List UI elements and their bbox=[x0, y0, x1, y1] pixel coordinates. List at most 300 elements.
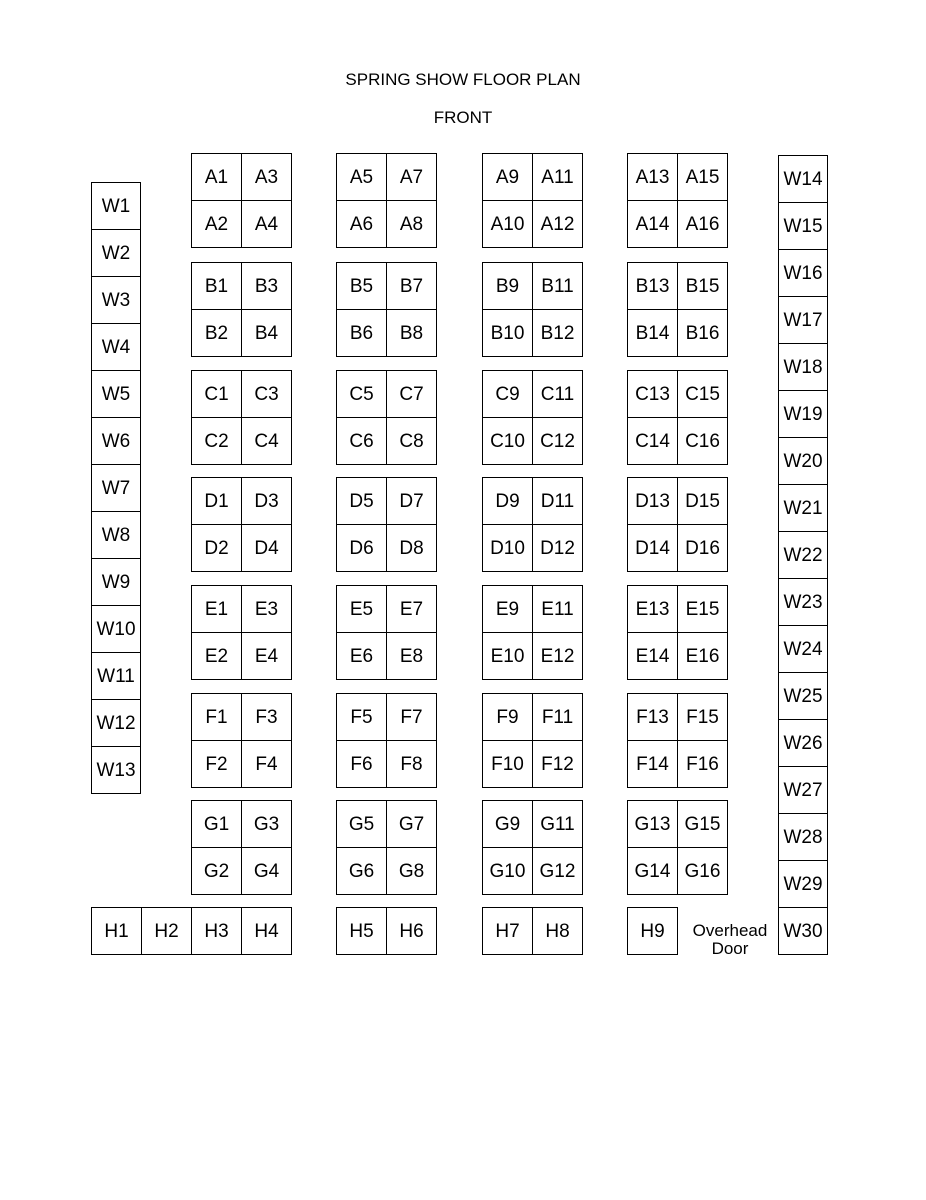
booth-label: F3 bbox=[255, 706, 278, 728]
booth-label: E14 bbox=[635, 645, 670, 667]
booth-label: W3 bbox=[101, 289, 131, 311]
booth-label: E2 bbox=[204, 645, 229, 667]
booth-label: A16 bbox=[685, 213, 720, 235]
booth-label: B3 bbox=[254, 275, 279, 297]
booth-b14 bbox=[627, 309, 678, 357]
booth-a6 bbox=[336, 200, 387, 248]
booth-h8 bbox=[532, 907, 583, 955]
booth-label: G13 bbox=[634, 813, 671, 835]
booth-f2 bbox=[191, 740, 242, 788]
booth-label: H3 bbox=[204, 920, 229, 942]
booth-label: D2 bbox=[204, 537, 229, 559]
booth-label: B4 bbox=[254, 322, 279, 344]
booth-d9 bbox=[482, 477, 533, 525]
booth-label: C1 bbox=[204, 383, 229, 405]
booth-label: E9 bbox=[495, 598, 520, 620]
booth-label: B6 bbox=[349, 322, 374, 344]
booth-c5 bbox=[336, 370, 387, 418]
booth-label: B2 bbox=[204, 322, 229, 344]
booth-e8 bbox=[386, 632, 437, 680]
booth-label: W2 bbox=[101, 242, 131, 264]
booth-g8 bbox=[386, 847, 437, 895]
booth-c9 bbox=[482, 370, 533, 418]
booth-w19 bbox=[778, 390, 828, 438]
booth-g13 bbox=[627, 800, 678, 848]
booth-e9 bbox=[482, 585, 533, 633]
booth-label: A1 bbox=[204, 166, 229, 188]
booth-a14 bbox=[627, 200, 678, 248]
booth-e16 bbox=[677, 632, 728, 680]
booth-label: B7 bbox=[399, 275, 424, 297]
booth-label: E10 bbox=[490, 645, 525, 667]
booth-w11 bbox=[91, 652, 141, 700]
booth-label: W4 bbox=[101, 336, 131, 358]
booth-b3 bbox=[241, 262, 292, 310]
booth-label: W14 bbox=[783, 168, 823, 190]
booth-label: W23 bbox=[783, 591, 823, 613]
booth-f1 bbox=[191, 693, 242, 741]
booth-w21 bbox=[778, 484, 828, 532]
booth-f9 bbox=[482, 693, 533, 741]
booth-b8 bbox=[386, 309, 437, 357]
booth-label: W19 bbox=[783, 403, 823, 425]
booth-a9 bbox=[482, 153, 533, 201]
booth-label: A11 bbox=[541, 166, 574, 188]
page-title: SPRING SHOW FLOOR PLAN bbox=[345, 70, 581, 89]
booth-label: H9 bbox=[640, 920, 665, 942]
booth-label: E12 bbox=[540, 645, 575, 667]
booth-label: G16 bbox=[684, 860, 721, 882]
booth-e10 bbox=[482, 632, 533, 680]
booth-e3 bbox=[241, 585, 292, 633]
booth-d8 bbox=[386, 524, 437, 572]
booth-g12 bbox=[532, 847, 583, 895]
booth-c1 bbox=[191, 370, 242, 418]
booth-w3 bbox=[91, 276, 141, 324]
booth-label: F15 bbox=[686, 706, 719, 728]
booth-label: W15 bbox=[783, 215, 823, 237]
booth-f11 bbox=[532, 693, 583, 741]
booth-c13 bbox=[627, 370, 678, 418]
booth-label: F2 bbox=[205, 753, 228, 775]
booth-w23 bbox=[778, 578, 828, 626]
booth-d15 bbox=[677, 477, 728, 525]
booth-c8 bbox=[386, 417, 437, 465]
booth-label: G1 bbox=[203, 813, 230, 835]
booth-d3 bbox=[241, 477, 292, 525]
booth-a1 bbox=[191, 153, 242, 201]
booth-label: A9 bbox=[495, 166, 520, 188]
booth-label: C6 bbox=[349, 430, 374, 452]
booth-c3 bbox=[241, 370, 292, 418]
booth-g7 bbox=[386, 800, 437, 848]
booth-b15 bbox=[677, 262, 728, 310]
booth-label: G3 bbox=[253, 813, 280, 835]
booth-b1 bbox=[191, 262, 242, 310]
booth-label: C14 bbox=[635, 430, 670, 452]
booth-h1 bbox=[91, 907, 142, 955]
booth-c7 bbox=[386, 370, 437, 418]
booth-b2 bbox=[191, 309, 242, 357]
booth-label: W16 bbox=[783, 262, 823, 284]
booth-label: E16 bbox=[685, 645, 720, 667]
booth-a10 bbox=[482, 200, 533, 248]
booth-label: W17 bbox=[783, 309, 823, 331]
booth-label: A13 bbox=[635, 166, 670, 188]
booth-label: W20 bbox=[783, 450, 823, 472]
booth-label: W25 bbox=[783, 685, 823, 707]
booth-c4 bbox=[241, 417, 292, 465]
booth-label: F1 bbox=[205, 706, 228, 728]
booth-w17 bbox=[778, 296, 828, 344]
booth-label: W27 bbox=[783, 779, 823, 801]
booth-e6 bbox=[336, 632, 387, 680]
booth-f3 bbox=[241, 693, 292, 741]
booth-label: F14 bbox=[636, 753, 669, 775]
booth-label: D8 bbox=[399, 537, 424, 559]
booth-f14 bbox=[627, 740, 678, 788]
booth-label: A12 bbox=[540, 213, 575, 235]
booth-label: D5 bbox=[349, 490, 374, 512]
booth-h3 bbox=[191, 907, 242, 955]
booth-label: F16 bbox=[686, 753, 719, 775]
booth-d16 bbox=[677, 524, 728, 572]
booth-label: E7 bbox=[399, 598, 424, 620]
booth-w20 bbox=[778, 437, 828, 485]
booth-label: D12 bbox=[540, 537, 575, 559]
booth-label: H6 bbox=[399, 920, 424, 942]
booth-a5 bbox=[336, 153, 387, 201]
booth-label: C16 bbox=[685, 430, 720, 452]
booth-b7 bbox=[386, 262, 437, 310]
booth-label: W29 bbox=[783, 873, 823, 895]
booth-w1 bbox=[91, 182, 141, 230]
booth-label: G2 bbox=[203, 860, 230, 882]
booth-b10 bbox=[482, 309, 533, 357]
booth-h6 bbox=[386, 907, 437, 955]
booth-label: C8 bbox=[399, 430, 424, 452]
booth-d4 bbox=[241, 524, 292, 572]
booth-label: W5 bbox=[101, 383, 131, 405]
booth-a11 bbox=[532, 153, 583, 201]
overhead-door-label bbox=[686, 922, 774, 958]
booth-b9 bbox=[482, 262, 533, 310]
booth-c16 bbox=[677, 417, 728, 465]
booth-b5 bbox=[336, 262, 387, 310]
booth-b12 bbox=[532, 309, 583, 357]
booth-a2 bbox=[191, 200, 242, 248]
booth-f13 bbox=[627, 693, 678, 741]
booth-label: F11 bbox=[541, 706, 574, 728]
booth-w7 bbox=[91, 464, 141, 512]
booth-label: B13 bbox=[635, 275, 670, 297]
booth-g1 bbox=[191, 800, 242, 848]
booth-label: D4 bbox=[254, 537, 279, 559]
booth-g9 bbox=[482, 800, 533, 848]
booth-c15 bbox=[677, 370, 728, 418]
booth-label: H8 bbox=[545, 920, 570, 942]
booth-label: C5 bbox=[349, 383, 374, 405]
booth-a8 bbox=[386, 200, 437, 248]
booth-d12 bbox=[532, 524, 583, 572]
booth-label: G5 bbox=[348, 813, 375, 835]
booth-label: G10 bbox=[489, 860, 526, 882]
booth-e7 bbox=[386, 585, 437, 633]
booth-label: W10 bbox=[96, 618, 136, 640]
booth-label: D7 bbox=[399, 490, 424, 512]
booth-label: G15 bbox=[684, 813, 721, 835]
booth-e15 bbox=[677, 585, 728, 633]
booth-e4 bbox=[241, 632, 292, 680]
booth-label: W12 bbox=[96, 712, 136, 734]
booth-label: D15 bbox=[685, 490, 720, 512]
booth-label: A6 bbox=[349, 213, 374, 235]
booth-label: F10 bbox=[491, 753, 524, 775]
booth-d13 bbox=[627, 477, 678, 525]
booth-label: D10 bbox=[490, 537, 525, 559]
booth-label: D1 bbox=[204, 490, 229, 512]
booth-c12 bbox=[532, 417, 583, 465]
booth-g6 bbox=[336, 847, 387, 895]
booth-b4 bbox=[241, 309, 292, 357]
booth-w30 bbox=[778, 907, 828, 955]
booth-b6 bbox=[336, 309, 387, 357]
booth-f16 bbox=[677, 740, 728, 788]
booth-e12 bbox=[532, 632, 583, 680]
booth-label: D6 bbox=[349, 537, 374, 559]
booth-c10 bbox=[482, 417, 533, 465]
booth-label: G9 bbox=[494, 813, 521, 835]
booth-w13 bbox=[91, 746, 141, 794]
booth-label: D3 bbox=[254, 490, 279, 512]
booth-b16 bbox=[677, 309, 728, 357]
booth-w2 bbox=[91, 229, 141, 277]
booth-g5 bbox=[336, 800, 387, 848]
booth-label: E5 bbox=[349, 598, 374, 620]
booth-label: G14 bbox=[634, 860, 671, 882]
booth-f8 bbox=[386, 740, 437, 788]
booth-label: W21 bbox=[783, 497, 823, 519]
booth-label: C2 bbox=[204, 430, 229, 452]
booth-label: H5 bbox=[349, 920, 374, 942]
booth-w5 bbox=[91, 370, 141, 418]
booth-w15 bbox=[778, 202, 828, 250]
booth-d1 bbox=[191, 477, 242, 525]
booth-label: G7 bbox=[398, 813, 425, 835]
booth-g10 bbox=[482, 847, 533, 895]
booth-label: C15 bbox=[685, 383, 720, 405]
booth-label: W7 bbox=[101, 477, 131, 499]
booth-w18 bbox=[778, 343, 828, 391]
booth-e13 bbox=[627, 585, 678, 633]
door-label-line2: Door bbox=[711, 939, 749, 958]
booth-label: B9 bbox=[495, 275, 520, 297]
booth-w4 bbox=[91, 323, 141, 371]
booth-label: G8 bbox=[398, 860, 425, 882]
booth-label: A3 bbox=[254, 166, 279, 188]
booth-label: W6 bbox=[101, 430, 131, 452]
booth-label: W28 bbox=[783, 826, 823, 848]
booth-e1 bbox=[191, 585, 242, 633]
booth-g15 bbox=[677, 800, 728, 848]
booth-w9 bbox=[91, 558, 141, 606]
booth-label: W11 bbox=[97, 665, 135, 687]
booth-label: A4 bbox=[254, 213, 279, 235]
booth-d14 bbox=[627, 524, 678, 572]
booth-f10 bbox=[482, 740, 533, 788]
booth-label: H2 bbox=[154, 920, 179, 942]
booth-w27 bbox=[778, 766, 828, 814]
booth-w25 bbox=[778, 672, 828, 720]
booth-label: D9 bbox=[495, 490, 520, 512]
booth-w16 bbox=[778, 249, 828, 297]
booth-g14 bbox=[627, 847, 678, 895]
booth-c14 bbox=[627, 417, 678, 465]
booth-label: A10 bbox=[490, 213, 525, 235]
booth-d10 bbox=[482, 524, 533, 572]
booth-label: W24 bbox=[783, 638, 823, 660]
booth-w29 bbox=[778, 860, 828, 908]
booth-label: E6 bbox=[349, 645, 374, 667]
booth-e2 bbox=[191, 632, 242, 680]
booth-e14 bbox=[627, 632, 678, 680]
booth-w8 bbox=[91, 511, 141, 559]
booth-d6 bbox=[336, 524, 387, 572]
booth-label: C12 bbox=[540, 430, 575, 452]
booth-label: D11 bbox=[540, 490, 575, 512]
booth-label: H7 bbox=[495, 920, 520, 942]
booth-label: A5 bbox=[349, 166, 374, 188]
booth-w10 bbox=[91, 605, 141, 653]
booth-label: D14 bbox=[635, 537, 670, 559]
booth-label: C11 bbox=[540, 383, 575, 405]
booth-f4 bbox=[241, 740, 292, 788]
booth-label: B15 bbox=[685, 275, 720, 297]
booth-f12 bbox=[532, 740, 583, 788]
booth-label: A15 bbox=[685, 166, 720, 188]
booth-label: E4 bbox=[254, 645, 279, 667]
booth-a4 bbox=[241, 200, 292, 248]
booth-label: F4 bbox=[255, 753, 278, 775]
booth-h4 bbox=[241, 907, 292, 955]
booth-h2 bbox=[141, 907, 192, 955]
booth-label: H4 bbox=[254, 920, 279, 942]
booth-f7 bbox=[386, 693, 437, 741]
booth-label: G6 bbox=[348, 860, 375, 882]
booth-label: E13 bbox=[635, 598, 670, 620]
booth-label: W9 bbox=[101, 571, 131, 593]
booth-c11 bbox=[532, 370, 583, 418]
booth-label: F12 bbox=[541, 753, 574, 775]
booth-b13 bbox=[627, 262, 678, 310]
booth-g2 bbox=[191, 847, 242, 895]
booth-label: W8 bbox=[101, 524, 131, 546]
booth-label: H1 bbox=[104, 920, 129, 942]
booth-label: C13 bbox=[635, 383, 670, 405]
booth-label: E3 bbox=[254, 598, 279, 620]
booth-g3 bbox=[241, 800, 292, 848]
booth-label: F9 bbox=[496, 706, 519, 728]
booth-label: A14 bbox=[635, 213, 670, 235]
booth-h5 bbox=[336, 907, 387, 955]
booth-label: F5 bbox=[350, 706, 373, 728]
booth-g11 bbox=[532, 800, 583, 848]
booth-label: A8 bbox=[399, 213, 424, 235]
booth-label: C10 bbox=[490, 430, 525, 452]
booth-label: B10 bbox=[490, 322, 525, 344]
booth-w28 bbox=[778, 813, 828, 861]
booth-a3 bbox=[241, 153, 292, 201]
booth-a12 bbox=[532, 200, 583, 248]
booth-label: F8 bbox=[400, 753, 423, 775]
booth-h7 bbox=[482, 907, 533, 955]
booth-f6 bbox=[336, 740, 387, 788]
booth-d7 bbox=[386, 477, 437, 525]
booth-label: E1 bbox=[204, 598, 229, 620]
booth-label: B14 bbox=[635, 322, 670, 344]
booth-g16 bbox=[677, 847, 728, 895]
booth-label: F13 bbox=[636, 706, 669, 728]
booth-label: F6 bbox=[350, 753, 373, 775]
booth-d2 bbox=[191, 524, 242, 572]
booth-w12 bbox=[91, 699, 141, 747]
booth-a13 bbox=[627, 153, 678, 201]
booth-label: C3 bbox=[254, 383, 279, 405]
booth-f15 bbox=[677, 693, 728, 741]
booth-label: B1 bbox=[204, 275, 229, 297]
booth-label: E11 bbox=[541, 598, 574, 620]
booth-f5 bbox=[336, 693, 387, 741]
booth-label: E15 bbox=[685, 598, 720, 620]
booth-label: B16 bbox=[685, 322, 720, 344]
booth-label: B5 bbox=[349, 275, 374, 297]
booth-label: W1 bbox=[101, 195, 131, 217]
booth-w14 bbox=[778, 155, 828, 203]
booth-label: W18 bbox=[783, 356, 823, 378]
booth-w6 bbox=[91, 417, 141, 465]
booth-b11 bbox=[532, 262, 583, 310]
booth-c2 bbox=[191, 417, 242, 465]
booth-c6 bbox=[336, 417, 387, 465]
booth-label: C7 bbox=[399, 383, 424, 405]
booth-label: D16 bbox=[685, 537, 720, 559]
booth-w22 bbox=[778, 531, 828, 579]
booth-w24 bbox=[778, 625, 828, 673]
booth-label: G12 bbox=[539, 860, 576, 882]
booth-label: A7 bbox=[399, 166, 424, 188]
booth-label: W13 bbox=[96, 759, 136, 781]
booth-label: G4 bbox=[253, 860, 280, 882]
booth-label: W26 bbox=[783, 732, 823, 754]
booth-label: B12 bbox=[540, 322, 575, 344]
booth-g4 bbox=[241, 847, 292, 895]
booth-label: W22 bbox=[783, 544, 823, 566]
booth-label: E8 bbox=[399, 645, 424, 667]
booth-h9 bbox=[627, 907, 678, 955]
booth-e11 bbox=[532, 585, 583, 633]
front-label: FRONT bbox=[433, 108, 493, 127]
booth-label: W30 bbox=[783, 920, 823, 942]
booth-a7 bbox=[386, 153, 437, 201]
booth-a16 bbox=[677, 200, 728, 248]
booth-w26 bbox=[778, 719, 828, 767]
booth-label: C4 bbox=[254, 430, 279, 452]
booth-label: A2 bbox=[204, 213, 229, 235]
booth-label: D13 bbox=[635, 490, 670, 512]
booth-d11 bbox=[532, 477, 583, 525]
booth-e5 bbox=[336, 585, 387, 633]
booth-d5 bbox=[336, 477, 387, 525]
